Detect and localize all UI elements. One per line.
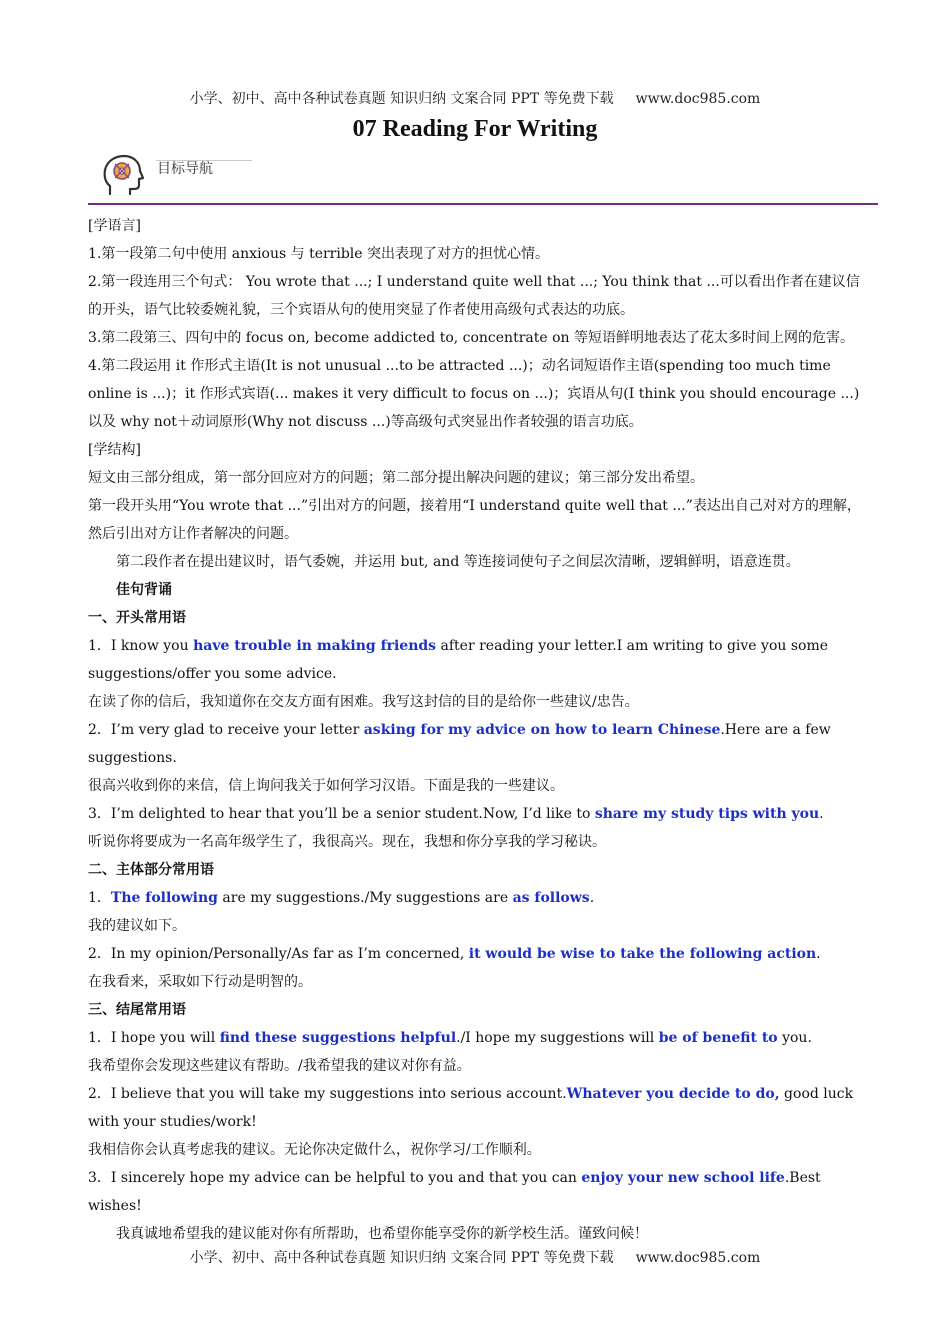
- structure-paragraph-2: 第一段开头用“You wrote that ...”引出对方的问题，接着用“I understand quite well that ...”表达出自己对对方的理解，然后引出对方让作者解决的问题。: [88, 498, 861, 542]
- language-point-1: 1.第一段第二句中使用 anxious 与 terrible 突出表现了对方的担忧心情。: [88, 246, 550, 262]
- goal-nav-label: 目标导航: [157, 161, 213, 177]
- closing-translation-2: 我相信你会认真考虑我的建议。无论你决定做什么，祝你学习/工作顺利。: [88, 1142, 541, 1158]
- body-phrases-heading: 二、主体部分常用语: [88, 862, 214, 878]
- closing-sentence-3: 3．I sincerely hope my advice can be helpful to you and that you can enjoy your new school life.Best wishes!: [88, 1170, 821, 1214]
- opening-phrases-heading: 一、开头常用语: [88, 610, 186, 626]
- language-point-2: 2.第一段连用三个句式： You wrote that ...; I understand quite well that ...; You think that ...可以看出作者在建议信的开头，语气比较委婉礼貌，三个宾语从句的使用突显了作者使用高级句式表达的功底。: [88, 274, 860, 318]
- opening-sentence-2: 2．I’m very glad to receive your letter asking for my advice on how to learn Chinese.Here are a few suggestions.: [88, 722, 831, 766]
- header-text: 小学、初中、高中各种试卷真题 知识归纳 文案合同 PPT 等免费下载: [189, 91, 614, 107]
- closing-sentence-1: 1．I hope you will find these suggestions helpful./I hope my suggestions will be of benefit to you.: [88, 1030, 812, 1046]
- structure-paragraph-3: 第二段作者在提出建议时，语气委婉，并运用 but, and 等连接词使句子之间层次清晰，逻辑鲜明，语意连贯。: [116, 554, 800, 570]
- structure-paragraph-1: 短文由三部分组成，第一部分回应对方的问题；第二部分提出解决问题的建议；第三部分发出希望。: [88, 470, 704, 486]
- opening-translation-3: 听说你将要成为一名高年级学生了，我很高兴。现在，我想和你分享我的学习秘诀。: [88, 834, 606, 850]
- footer-site-link[interactable]: www.doc985.com: [635, 1250, 761, 1266]
- page-header: [0, 88, 950, 108]
- document-body: [88, 212, 870, 1248]
- language-point-4: 4.第二段运用 it 作形式主语(It is not unusual ...to be attracted ...)；动名词短语作主语(spending too much time online is ...)；it 作形式宾语(... makes it very difficult to focus on ...)；宾语从句(I think you should encourage ...)以及 why not＋动词原形(Why not discuss ...)等高级句式突显出作者较强的语言功底。: [88, 358, 860, 430]
- closing-phrases-heading: 三、结尾常用语: [88, 1002, 186, 1018]
- good-sentences-heading: 佳句背诵: [116, 582, 172, 598]
- learn-structure-heading: [学结构]: [88, 442, 141, 458]
- head-gear-icon: [102, 154, 144, 200]
- opening-sentence-1: 1．I know you have trouble in making friends after reading your letter.I am writing to give you some suggestions/offer you some advice.: [88, 638, 829, 682]
- page-footer: [0, 1247, 950, 1267]
- body-sentence-2: 2．In my opinion/Personally/As far as I’m concerned, it would be wise to take the following action.: [88, 946, 821, 962]
- section-divider: [88, 203, 878, 205]
- language-point-3: 3.第二段第三、四句中的 focus on, become addicted to, concentrate on 等短语鲜明地表达了花太多时间上网的危害。: [88, 330, 854, 346]
- body-translation-2: 在我看来，采取如下行动是明智的。: [88, 974, 312, 990]
- opening-translation-2: 很高兴收到你的来信，信上询问我关于如何学习汉语。下面是我的一些建议。: [88, 778, 564, 794]
- body-translation-1: 我的建议如下。: [88, 918, 186, 934]
- document-title: 07 Reading For Writing: [352, 116, 598, 142]
- header-site-link[interactable]: www.doc985.com: [635, 91, 761, 107]
- closing-translation-1: 我希望你会发现这些建议有帮助。/我希望我的建议对你有益。: [88, 1058, 471, 1074]
- body-sentence-1: 1．The following are my suggestions./My suggestions are as follows.: [88, 890, 595, 906]
- closing-sentence-2: 2．I believe that you will take my suggestions into serious account.Whatever you decide to do, good luck with your studies/work!: [88, 1086, 854, 1130]
- footer-text: 小学、初中、高中各种试卷真题 知识归纳 文案合同 PPT 等免费下载: [189, 1250, 614, 1266]
- closing-translation-3: 我真诚地希望我的建议能对你有所帮助，也希望你能享受你的新学校生活。谨致问候！: [116, 1226, 648, 1242]
- opening-translation-1: 在读了你的信后，我知道你在交友方面有困难。我写这封信的目的是给你一些建议/忠告。: [88, 694, 639, 710]
- learn-language-heading: [学语言]: [88, 218, 141, 234]
- opening-sentence-3: 3．I’m delighted to hear that you’ll be a senior student.Now, I’d like to share my study tips with you.: [88, 806, 824, 822]
